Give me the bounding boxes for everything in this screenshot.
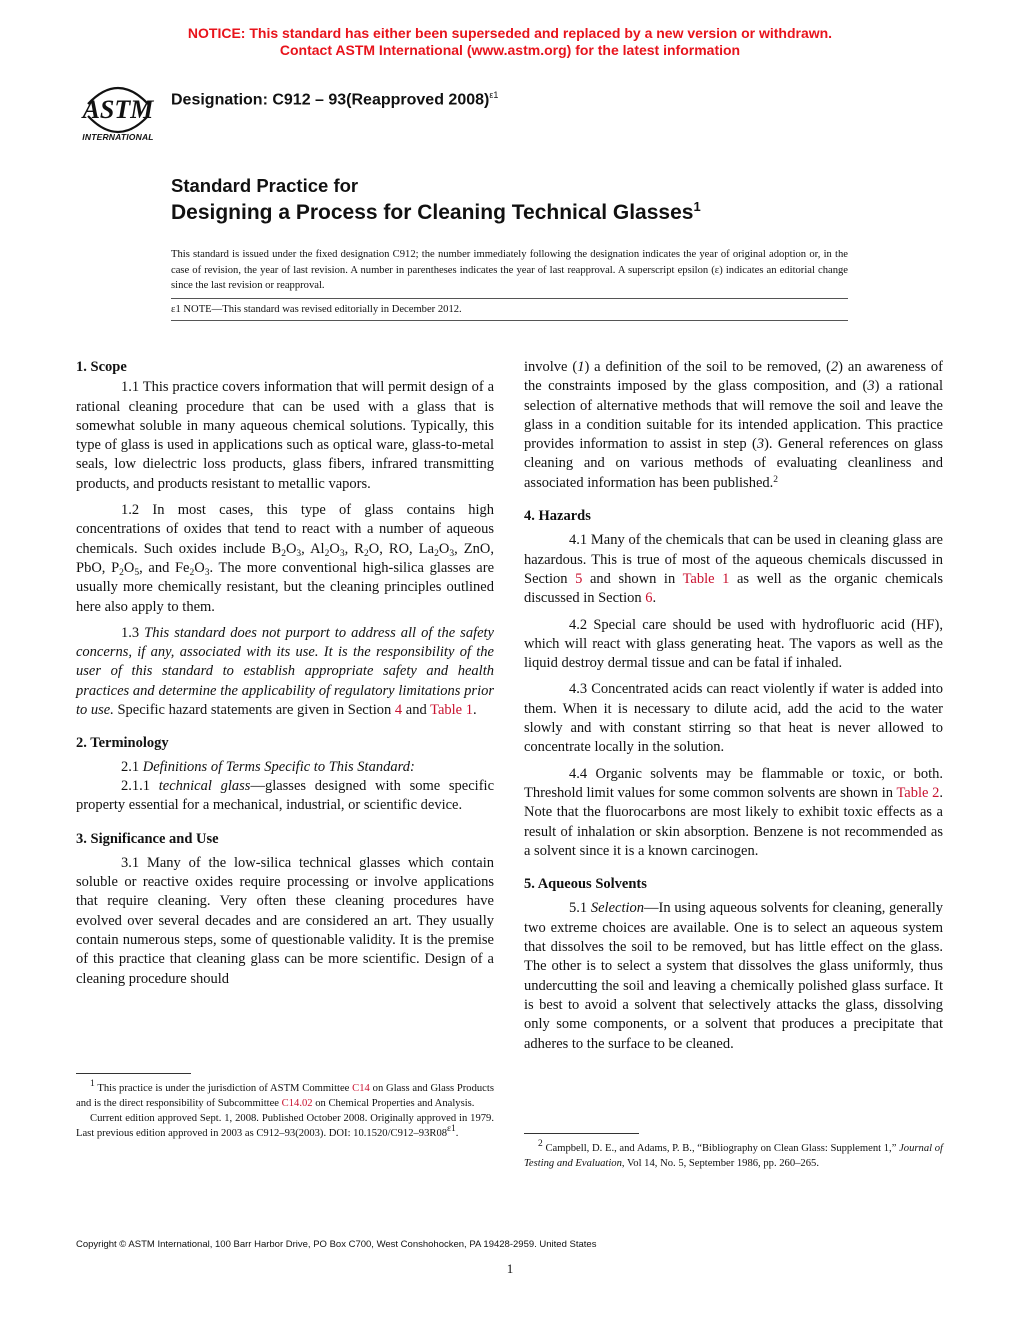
- para-1-2-rest: The more conventional high-silica glasses are usually more chemically resistant, but the cleaning principles outlined here also apply to them.: [76, 559, 495, 615]
- para-2-1-text: Definitions of Terms Specific to This Standard:: [142, 758, 415, 775]
- para-3-1: 3.1 Many of the low-silica technical glasses which contain soluble or reactive oxides require processing or involve applications that require cleaning. Very often these cleaning procedures have evolved over several decades and are considered an art. They usually contain numerous steps, some of questionable validity. It is the premise of this practice that cleaning glass can be more scientific. Design of a cleaning procedure should: [76, 854, 494, 987]
- divider: [171, 320, 848, 321]
- selection-term: Selection: [590, 900, 645, 917]
- footnote-1-text-b: on Glass and Glass Products and is the direct responsibility of Subcommittee: [76, 1083, 494, 1109]
- footnote-1-edition: Current edition approved Sept. 1, 2008. Published October 2008. Originally approved in 1979. Last previous edition approved in 2003 as C912–93(2003). DOI: 10.1520/C912–93R08: [76, 1113, 494, 1139]
- issuance-statement: This standard is issued under the fixed designation C912; the number immediately following the designation indicates the year of original adoption or, in the case of revision, the year of last revision. A number in parentheses indicates the year of last reapproval. A superscript epsilon (ε) indicates an editorial change since the last revision or reapproval.: [171, 249, 848, 291]
- and-text: and: [405, 702, 427, 719]
- para-4-1-c: as well as the organic chemicals discussed in Section: [524, 570, 943, 607]
- cont-a: involve (: [524, 359, 578, 375]
- para-4-1-a: 4.1 Many of the chemicals that can be used in cleaning glass are hazardous. This is true of most of the aqueous chemicals discussed in Section: [524, 532, 943, 587]
- terminology-heading: 2. Terminology: [76, 735, 169, 752]
- para-2-1-num: 2.1: [121, 758, 140, 775]
- cont-c: ) an awareness of the constraints imposed by the glass composition, and (: [524, 359, 943, 395]
- table-2-link[interactable]: Table 2: [896, 784, 940, 801]
- para-5-1-text: —In using aqueous solvents for cleaning, generally two extreme choices are available. One is to select an aqueous system that dissolves the soil to be removed, but has little effect on the glass. The other is to select a system that dissolves the glass uniformly, thus undercutting the soil and leaving a chemically polished glass surface. It is best to avoid a solvent that selectively attacks the glass, dissolving only some components, or a solvent that produces a precipitate that adheres to the surface to be cleaned.: [524, 900, 944, 1052]
- section-6-link[interactable]: 6: [645, 590, 653, 607]
- para-3-1-continued: [524, 358, 943, 493]
- subcommittee-c14-02-link[interactable]: C14.02: [281, 1098, 313, 1109]
- para-5-1-num: 5.1: [569, 900, 588, 917]
- designation-text: Designation: C912 – 93(Reapproved 2008): [171, 91, 490, 109]
- footnote-rule: [76, 1073, 191, 1074]
- para-2-1: [76, 758, 494, 777]
- step-3-ref: 3: [756, 436, 765, 453]
- para-1-2-text: 1.2 In most cases, this type of glass contains high concentrations of oxides that tend to react with a number of aqueous chemicals. Such oxides include B: [76, 502, 494, 557]
- para-2-1-1-num: 2.1.1: [121, 777, 150, 794]
- hazards-heading: 4. Hazards: [524, 508, 591, 525]
- footnote-2-text-a: Campbell, D. E., and Adams, P. B., “Bibliography on Clean Glass: Supplement 1,”: [545, 1143, 897, 1154]
- table-1-link[interactable]: Table 1: [430, 702, 473, 719]
- footnote-2-mark: 2: [538, 1139, 543, 1149]
- step-3: 3: [867, 378, 875, 395]
- significance-heading: 3. Significance and Use: [76, 830, 219, 847]
- cont-b: ) a definition of the soil to be removed, (: [584, 359, 831, 375]
- title-footnote-mark: 1: [693, 199, 701, 214]
- withdrawn-notice: [0, 25, 1020, 59]
- right-column: [524, 358, 943, 1054]
- para-4-4-a: 4.4 Organic solvents may be flammable or toxic, or both. Threshold limit values for some common solvents are shown in: [524, 765, 943, 801]
- para-4-3: 4.3 Concentrated acids can react violently if water is added into them. When it is necessary to dilute acid, add the acid to the water slowly and with constant stirring so that heat is never allowed to concentrate locally in the solution.: [524, 681, 943, 756]
- footnote-2-text-b: , Vol 14, No. 5, September 1986, pp. 260–265.: [621, 1158, 819, 1169]
- para-4-1-b: and shown in: [589, 570, 676, 587]
- title-line-1: Standard Practice for: [171, 175, 359, 196]
- divider: [171, 298, 848, 299]
- section-4-link[interactable]: 4: [394, 702, 403, 719]
- para-4-4: [524, 765, 943, 861]
- safety-caveat: This standard does not purport to address all of the safety concerns, if any, associated with its use. It is the responsibility of the user of this standard to establish appropriate safety and health practices and determine the applicability of regulatory limitations prior to use.: [76, 624, 494, 719]
- footnote-2-ref: 2: [773, 474, 779, 485]
- footnote-1-text-c: on Chemical Properties and Analysis.: [315, 1098, 475, 1109]
- step-2: 2: [830, 359, 839, 375]
- section-5-link[interactable]: 5: [575, 570, 583, 587]
- notice-line-2: Contact ASTM International (www.astm.org) for the latest information: [279, 42, 741, 58]
- footnote-2: [524, 1141, 943, 1171]
- editorial-note: ε1 NOTE—This standard was revised editorially in December 2012.: [171, 304, 462, 315]
- document-title: Designing a Process for Cleaning Technical Glasses: [171, 201, 694, 224]
- definition-text: —glasses designed with some specific property essential for a mechanical, industrial, or scientific device.: [76, 777, 495, 814]
- footnote-rule: [524, 1133, 639, 1134]
- designation: [171, 90, 498, 109]
- page-number: 1: [506, 1261, 514, 1276]
- title-line-2: [171, 199, 701, 225]
- scope-heading: 1. Scope: [76, 359, 127, 375]
- para-1-3-num: 1.3: [121, 624, 140, 641]
- committee-c14-link[interactable]: C14: [352, 1083, 370, 1094]
- para-1-1: 1.1 This practice covers information that will permit design of a rational cleaning procedure that can be used with a glass that is somewhat soluble in many aqueous chemical solutions. Typically, this type of glass is used in applications such as optical ware, glass-to-metal seals, low dielectric loss products, glass fibers, infrared transmitting products, and products resistant to metallic vapors.: [76, 379, 494, 492]
- cont-d: ) a rational selection of alternative methods that will remove the soil and leave the glass in a condition suitable for its intended application. This practice provides information to assist in step (: [524, 378, 943, 453]
- para-5-1: [524, 899, 943, 1053]
- table-1-link[interactable]: Table 1: [682, 570, 730, 587]
- cont-e: ). General references on glass cleaning and on various methods of evaluating cleanliness and associated information has been published.: [524, 436, 943, 491]
- aqueous-heading: 5. Aqueous Solvents: [524, 876, 647, 893]
- footnote-1-mark: 1: [90, 1079, 95, 1089]
- para-1-2: 1.2 In most cases, this type of glass contains high concentrations of oxides that tend to react with a number of aqueous chemicals. Such oxides include $B_2O_3$, $Al_2O_3$, $R_2O$, RO, $La_2O_3$, ZnO, PbO, $P_2O_5$, and $Fe_2O_3$. The more conventional high-silica glasses are usually more chemically resistant, but the cleaning principles outlined here also apply to them.: [76, 502, 495, 615]
- left-column: [76, 358, 494, 989]
- footnote-1-text-a: This practice is under the jurisdiction of ASTM Committee: [97, 1083, 350, 1094]
- designation-epsilon: ε1: [489, 90, 499, 100]
- defined-term: technical glass: [158, 777, 251, 794]
- para-1-3-rest: Specific hazard statements are given in Section: [117, 702, 392, 719]
- journal-name: Journal of Testing and Evaluation: [524, 1143, 943, 1169]
- copyright: Copyright © ASTM International, 100 Barr Harbor Drive, PO Box C700, West Conshohocken, PA 19428-2959. United States: [76, 1239, 597, 1250]
- step-1: 1: [577, 359, 585, 375]
- footnote-1: $^1$ This practice is under the jurisdiction of ASTM Committee C14 on Glass and Glass Products and is the direct responsibility of Subcommittee C14.02 on Chemical Properties and Analysis. Current edition approved Sept. 1, 2008. Published October 2008. Originally approved in 1979. Last previous edition approved in 2003 as C912–93(2003). DOI: $10.1520/C912-93R08^{\varepsilon 1}$.: [76, 1079, 494, 1139]
- para-2-1-1: [76, 777, 494, 816]
- logo-letters: ASTM: [82, 95, 154, 124]
- notice-line-1: NOTICE: This standard has either been superseded and replaced by a new version or withdrawn.: [187, 25, 833, 41]
- para-4-1: 4.1 Many of the chemicals that can be used in cleaning glass are hazardous. This is true of most of the aqueous chemicals discussed in Section 5 and shown in Table 1 as well as the organic chemicals discussed in Section 6.: [524, 532, 943, 607]
- logo-caption: INTERNATIONAL: [82, 132, 154, 142]
- para-4-2: 4.2 Special care should be used with hydrofluoric acid (HF), which will react with glass generating heat. The vapors as well as the liquid destroy dermal tissue and can be fatal if inhaled.: [524, 616, 943, 672]
- para-4-4-b: . Note that the fluorocarbons are most likely to exhibit toxic effects as a result of inhalation or skin absorption. Benzene is not recommended as a solvent since it is a known carcinogen.: [524, 784, 943, 859]
- para-1-3: 1.3 This standard does not purport to address all of the safety concerns, if any, associated with its use. It is the responsibility of the user of this standard to establish appropriate safety and health practices and determine the applicability of regulatory limitations prior to use. Specific hazard statements are given in Section 4 and Table 1.: [76, 624, 494, 719]
- footnote-1-epsilon: ε1: [447, 1124, 456, 1134]
